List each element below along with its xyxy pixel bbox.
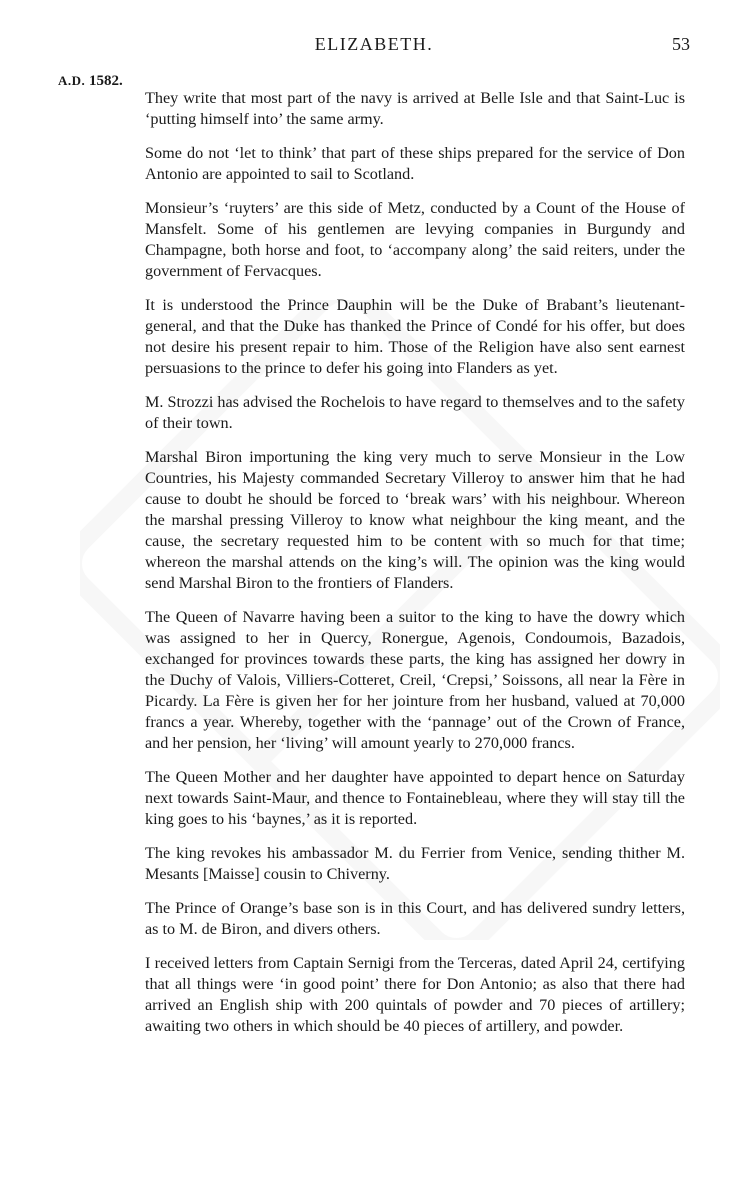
paragraph: Some do not ‘let to think’ that part of these ships prepared for the service of Don Antonio are appointed to sail to Scotland. bbox=[145, 144, 685, 183]
paragraph: The Prince of Orange’s base son is in this Court, and has delivered sundry letters, as to M. de Biron, and divers others. bbox=[145, 899, 685, 938]
paragraph: The Queen Mother and her daughter have appointed to depart hence on Saturday next towards Saint-Maur, and thence to Fontainebleau, where they will stay till the king goes to his ‘baynes,’ as it is reported. bbox=[145, 768, 685, 828]
paragraph: I received letters from Captain Sernigi from the Terceras, dated April 24, certifying that all things were ‘in good point’ there for Don Antonio; as also that there had arrived an English ship with 200 quintals of powder and 70 pieces of artillery; awaiting two others in which should be 40 pieces of artillery, and powder. bbox=[145, 954, 685, 1035]
paragraph: The Queen of Navarre having been a suitor to the king to have the dowry which was assigned to her in Quercy, Ronergue, Agenois, Condoumois, Bazadois, exchanged for provinces towards these parts, the king has assigned her dowry in the Duchy of Valois, Villiers-Cotteret, Creil, ‘Crepsi,’ Soissons, all near la Fère in Picardy. La Fère is given her for her jointure from her husband, valued at 70,000 francs a year. Whereby, together with the ‘pannage’ out of the Crown of France, and her pension, her ‘living’ will amount yearly to 270,000 francs. bbox=[145, 608, 685, 752]
paragraph: It is understood the Prince Dauphin will be the Duke of Brabant’s lieutenant-general, and that the Duke has thanked the Prince of Condé for his offer, but does not desire his present repair to him. Those of the Religion have also sent earnest persuasions to the prince to defer his going into Flanders as yet. bbox=[145, 296, 685, 377]
running-head bbox=[0, 34, 748, 58]
paragraph: Marshal Biron importuning the king very much to serve Monsieur in the Low Countries, his Majesty commanded Secretary Villeroy to answer him that he had cause to doubt he should be forced to ‘break wars’ with his neighbour. Whereon the marshal pressing Villeroy to know what neighbour the king meant, and the cause, the secretary requested him to be content with so much for that time; whereon the marshal attends on the king’s will. The opinion was the king would send Marshal Biron to the frontiers of Flanders. bbox=[145, 448, 685, 592]
running-title: ELIZABETH. bbox=[314, 34, 434, 54]
margin-date bbox=[58, 73, 123, 90]
paragraph: Monsieur’s ‘ruyters’ are this side of Metz, conducted by a Count of the House of Mansfelt. Some of his gentlemen are levying companies in Burgundy and Champagne, both horse and foot, to ‘accompany along’ the said reiters, under the government of Fervacques. bbox=[145, 199, 685, 280]
paragraph: The king revokes his ambassador M. du Ferrier from Venice, sending thither M. Mesants [Maisse] cousin to Chiverny. bbox=[145, 844, 685, 883]
margin-date-prefix: A.D. bbox=[58, 73, 86, 88]
body-text bbox=[145, 88, 685, 1050]
page-number: 53 bbox=[672, 34, 690, 54]
paragraph: M. Strozzi has advised the Rochelois to have regard to themselves and to the safety of their town. bbox=[145, 393, 685, 432]
paragraph: They write that most part of the navy is arrived at Belle Isle and that Saint-Luc is ‘putting himself into’ the same army. bbox=[145, 89, 685, 128]
margin-date-year: 1582. bbox=[89, 73, 123, 89]
